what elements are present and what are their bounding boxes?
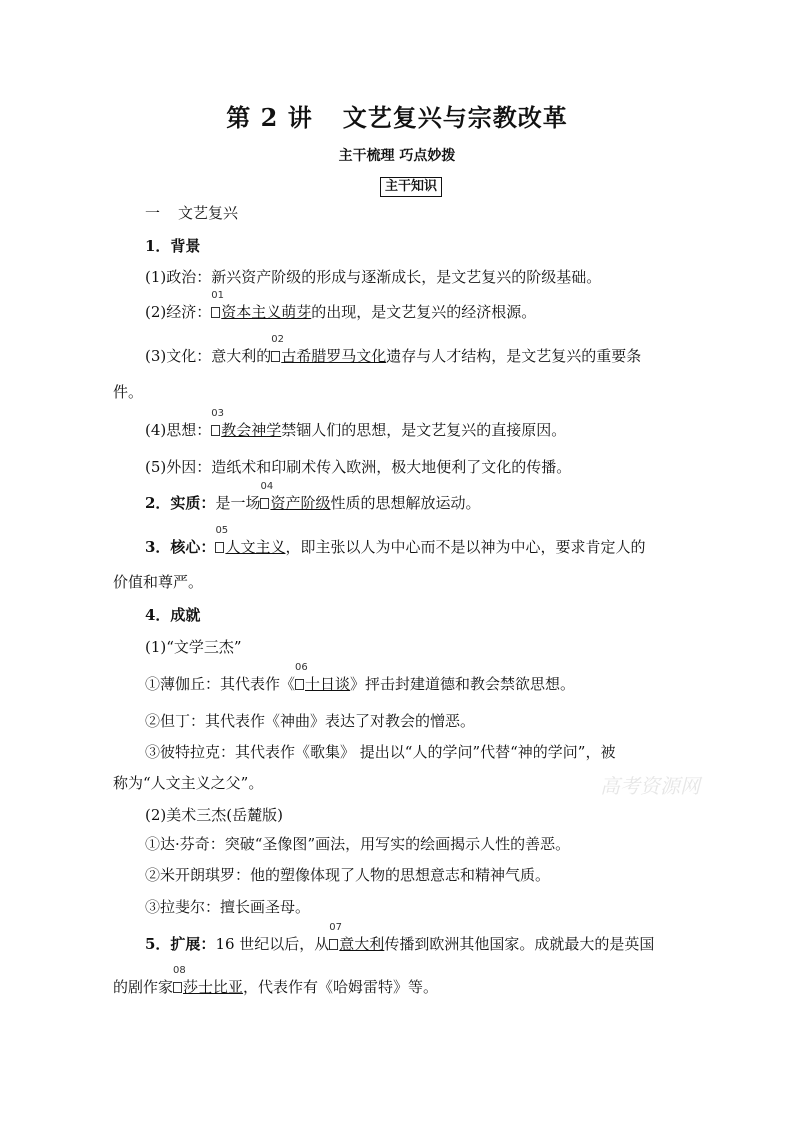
michelangelo-line: ②米开朗琪罗：他的塑像体现了人物的思想意志和精神气质。 (145, 866, 551, 884)
blank-marker-icon (260, 498, 269, 509)
davinci-line: ①达·芬奇：突破“圣像图”画法，用写实的绘画揭示人性的善恶。 (145, 835, 571, 853)
section-heading: 一 文艺复兴 (145, 204, 239, 222)
boxed-label: 主干知识 (380, 175, 420, 197)
petrarch-line-cont: 称为“人文主义之父”。 (113, 774, 264, 792)
core-line: 3．核心： 05 人文主义，即主张以人为中心而不是以神为中心，要求肯定人的 (145, 525, 646, 556)
blank-marker-icon (211, 307, 220, 318)
fill-blank: 05 人文主义 (215, 525, 286, 556)
expansion-line: 5．扩展：16 世纪以后，从 07 意大利传播到欧洲其他国家。成就最大的是英国 (145, 922, 655, 953)
lesson-topic: 文艺复兴与宗教改革 (342, 103, 568, 132)
core-line-cont: 价值和尊严。 (113, 573, 204, 591)
watermark: 高考资源网 (600, 774, 700, 798)
lesson-number: 第 2 讲 (226, 103, 313, 132)
culture-line: (3)文化：意大利的 02 古希腊罗马文化遗存与人才结构，是文艺复兴的重要条 (145, 334, 642, 365)
thought-line: (4)思想： 03 教会神学禁锢人们的思想，是文艺复兴的直接原因。 (145, 408, 567, 439)
blank-marker-icon (295, 679, 304, 690)
raphael-line: ③拉斐尔：擅长画圣母。 (145, 898, 311, 916)
art-heading: (2)美术三杰(岳麓版) (145, 806, 283, 824)
petrarch-line: ③彼特拉克：其代表作《歌集》 提出以“人的学问”代替“神的学问”，被 (145, 743, 616, 761)
background-heading: 1．背景 (145, 237, 201, 255)
economy-line: (2)经济： 01 资本主义萌芽的出现，是文艺复兴的经济根源。 (145, 290, 537, 321)
culture-line-cont: 件。 (113, 383, 144, 401)
fill-blank: 02 古希腊罗马文化 (271, 334, 387, 365)
achievements-heading: 4．成就 (145, 606, 201, 624)
expansion-line-cont: 的剧作家 08 莎士比亚，代表作有《哈姆雷特》等。 (113, 965, 439, 996)
fill-blank: 03 教会神学 (211, 408, 282, 439)
fill-blank: 07 意大利 (329, 922, 385, 953)
fill-blank: 01 资本主义萌芽 (211, 290, 312, 321)
page-title (0, 98, 794, 133)
external-line: (5)外因：造纸术和印刷术传入欧洲，极大地便利了文化的传播。 (145, 458, 572, 476)
dante-line: ②但丁：其代表作《神曲》表达了对教会的憎恶。 (145, 712, 476, 730)
fill-blank: 04 资产阶级 (260, 481, 331, 512)
blank-marker-icon (215, 542, 224, 553)
fill-blank: 06 十日谈 (295, 662, 351, 693)
section-subtitle: 主干梳理 巧点妙拨 (338, 148, 456, 164)
blank-marker-icon (173, 982, 182, 993)
politics-line: (1)政治：新兴资产阶级的形成与逐渐成长，是文艺复兴的阶级基础。 (145, 268, 602, 286)
blank-marker-icon (329, 939, 338, 950)
essence-line: 2．实质：是一场 04 资产阶级性质的思想解放运动。 (145, 481, 481, 512)
blank-marker-icon (211, 425, 220, 436)
boccaccio-line: ①薄伽丘：其代表作《 06 十日谈》抨击封建道德和教会禁欲思想。 (145, 662, 576, 693)
blank-marker-icon (271, 351, 280, 362)
literature-heading: (1)“文学三杰” (145, 638, 242, 656)
fill-blank: 08 莎士比亚 (173, 965, 244, 996)
